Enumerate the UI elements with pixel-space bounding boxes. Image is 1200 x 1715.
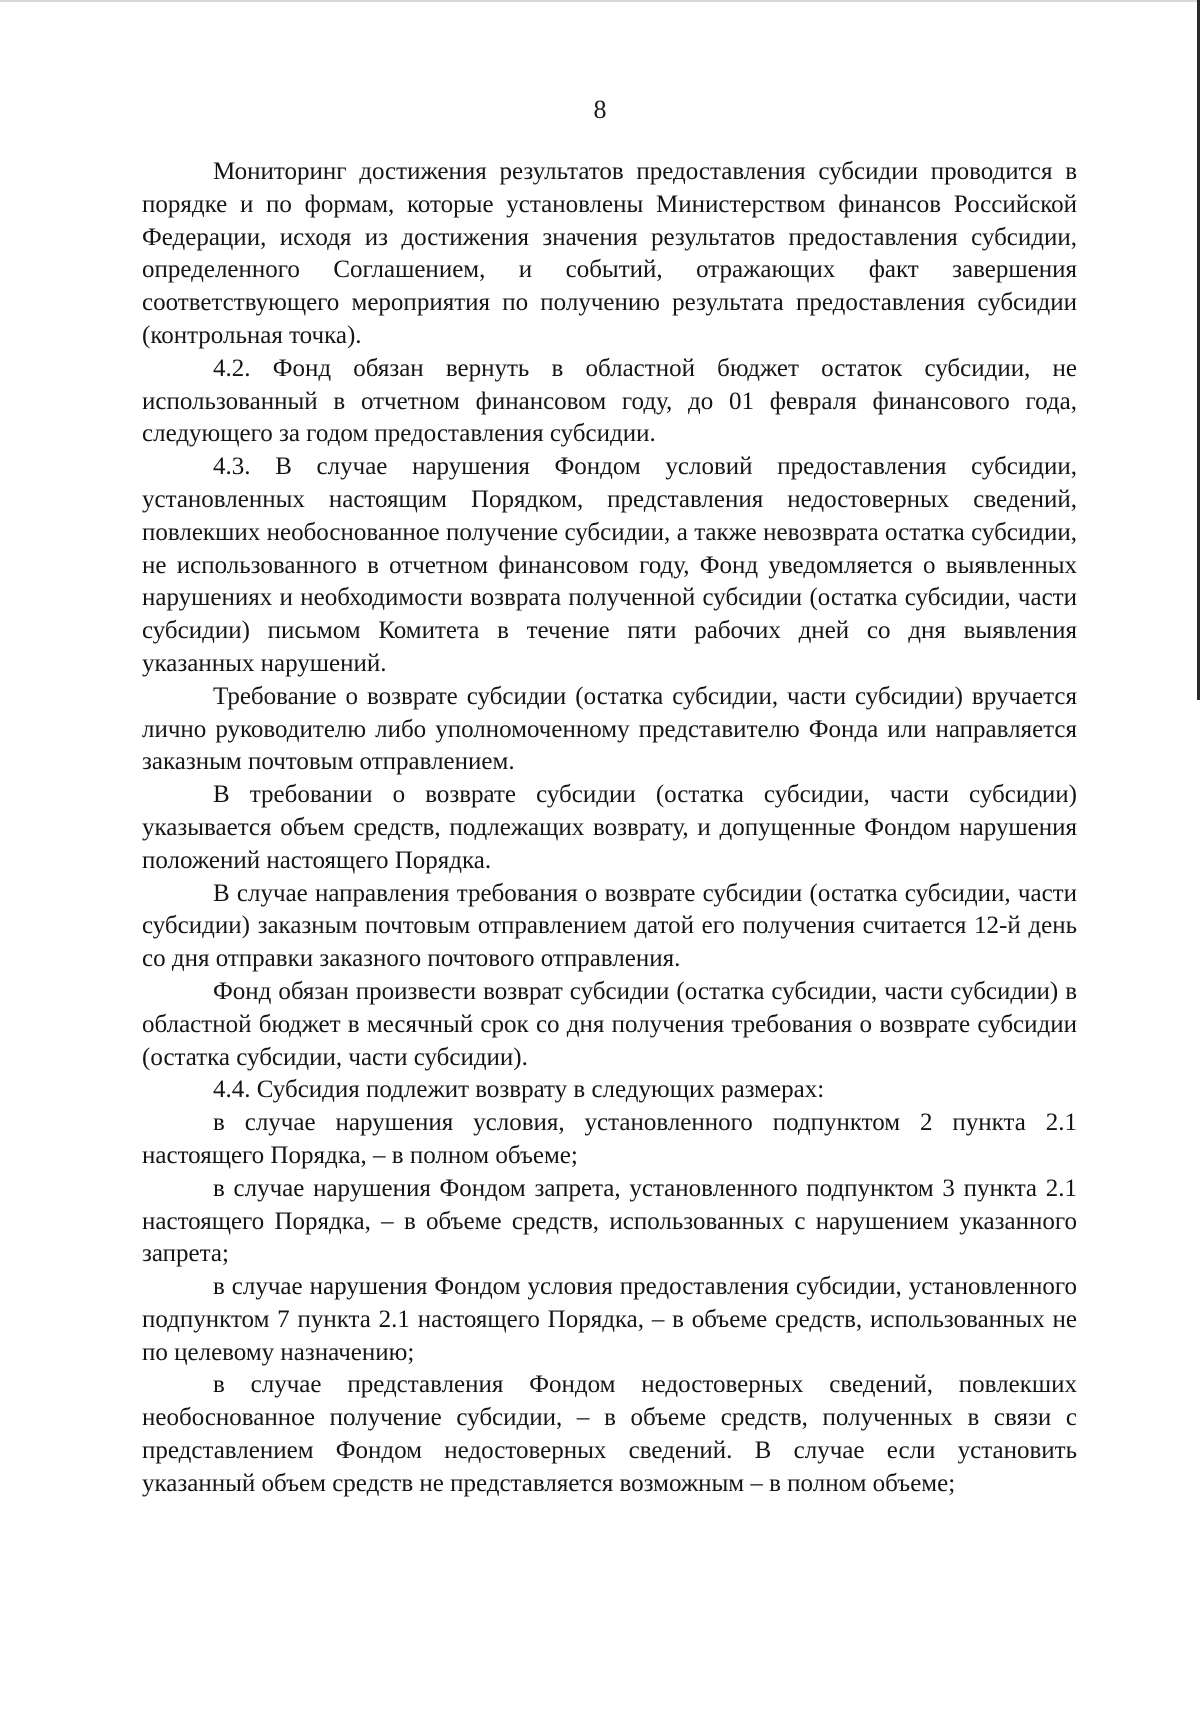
list-item-prohibition-3: в случае нарушения Фондом запрета, установленного подпунктом 3 пункта 2.1 настоящего Порядка, – в объеме средств, использованных с нарушением указанного запрета; bbox=[142, 1174, 1077, 1268]
list-item-false-information: в случае представления Фондом недостоверных сведений, повлекших необоснованное получение субсидии, – в объеме средств, полученных в связи с представлением Фондом недостоверных сведений. В случае если установить указанный объем средств не представляется возможным – в полном объеме; bbox=[142, 1371, 1077, 1497]
document-body bbox=[142, 156, 1077, 1501]
paragraph-monitoring: Мониторинг достижения результатов предоставления субсидии проводится в порядке и по формам, которые установлены Министерством финансов Российской Федерации, исходя из достижения значения результатов предоставления субсидии, определенного Соглашением, и событий, отражающих факт завершения соответствующего мероприятия по получению результата предоставления субсидии (контрольная точка). bbox=[142, 158, 1077, 349]
paragraph-4-3: 4.3. В случае нарушения Фондом условий предоставления субсидии, установленных настоящим Порядком, представления недостоверных сведений, повлекших необоснованное получение субсидии, а также невозврата остатка субсидии, не использованного в отчетном финансовом году, Фонд уведомляется о выявленных нарушениях и необходимости возврата полученной субсидии (остатка субсидии, части субсидии) письмом Комитета в течение пяти рабочих дней со дня выявления указанных нарушений. bbox=[142, 453, 1077, 677]
paragraph-4-4: 4.4. Субсидия подлежит возврату в следующих размерах: bbox=[213, 1076, 825, 1104]
paragraph-refund-term: Фонд обязан произвести возврат субсидии (остатка субсидии, части субсидии) в областной бюджет в месячный срок со дня получения требования о возврате субсидии (остатка субсидии, части субсидии). bbox=[142, 977, 1077, 1071]
paragraph-demand-delivery: Требование о возврате субсидии (остатка субсидии, части субсидии) вручается лично руководителю либо уполномоченному представителю Фонда или направляется заказным почтовым отправлением. bbox=[142, 682, 1077, 776]
paragraph-demand-content: В требовании о возврате субсидии (остатка субсидии, части субсидии) указывается объем средств, подлежащих возврату, и допущенные Фондом нарушения положений настоящего Порядка. bbox=[142, 781, 1077, 874]
list-item-condition-2: в случае нарушения условия, установленного подпунктом 2 пункта 2.1 настоящего Порядка, – в полном объеме; bbox=[142, 1109, 1077, 1169]
scan-edge-top bbox=[0, 0, 1200, 2]
paragraph-4-2: 4.2. Фонд обязан вернуть в областной бюджет остаток субсидии, не использованный в отчетном финансовом году, до 01 февраля финансового года, следующего за годом предоставления субсидии. bbox=[142, 354, 1077, 448]
page-number: 8 bbox=[593, 95, 607, 124]
list-item-condition-7: в случае нарушения Фондом условия предоставления субсидии, установленного подпунктом 7 пункта 2.1 настоящего Порядка, – в объеме средств, использованных не по целевому назначению; bbox=[142, 1273, 1077, 1366]
paragraph-demand-receipt-date: В случае направления требования о возврате субсидии (остатка субсидии, части субсидии) заказным почтовым отправлением датой его получения считается 12-й день со дня отправки заказного почтового отправления. bbox=[142, 879, 1077, 973]
